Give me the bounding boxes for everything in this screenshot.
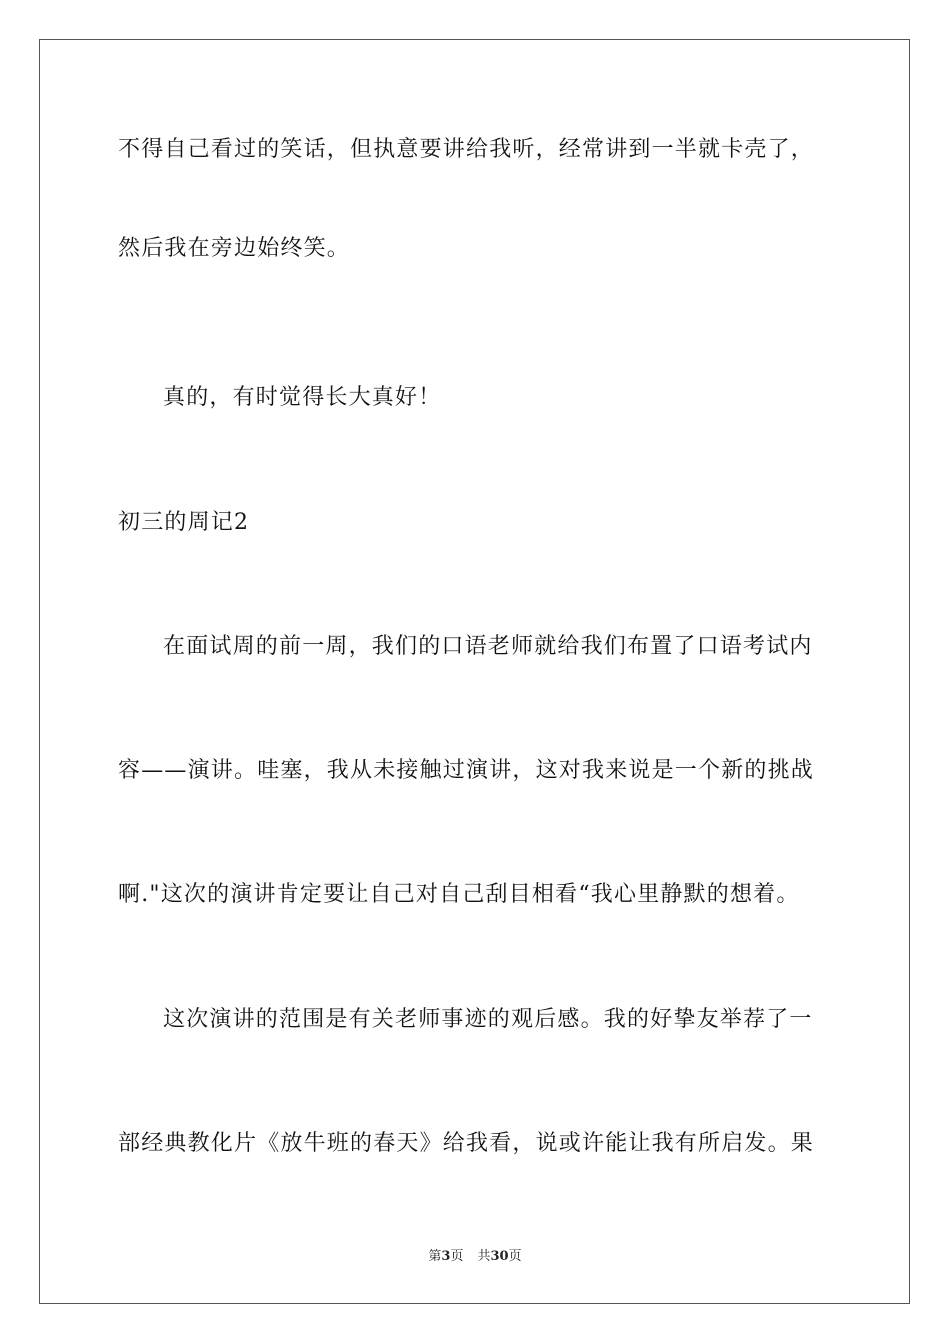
total-pages: 30 [490,1249,509,1264]
total-prefix: 共 [477,1249,491,1264]
page-suffix: 页 [450,1249,464,1264]
page-footer [0,1248,950,1266]
page-frame [39,39,910,1304]
body-line-2: 然后我在旁边始终笑。 [118,236,351,261]
body-line-1: 不得自己看过的笑话，但执意要讲给我听，经常讲到一半就卡壳了， [118,137,815,162]
body-line-5: 在面试周的前一周，我们的口语老师就给我们布置了口语考试内 [163,634,813,659]
body-line-8: 这次演讲的范围是有关老师事迹的观后感。我的好挚友举荐了一 [163,1007,813,1032]
page-prefix: 第 [428,1249,442,1264]
section-heading: 初三的周记2 [118,510,250,535]
body-line-9: 部经典教化片《放牛班的春天》给我看，说或许能让我有所启发。果 [118,1131,815,1156]
body-line-3: 真的，有时觉得长大真好！ [163,385,442,410]
body-line-6: 容——演讲。哇塞，我从未接触过演讲，这对我来说是一个新的挑战 [118,758,815,783]
body-line-7: 啊."这次的演讲肯定要让自己对自己刮目相看“我心里静默的想着。 [118,882,800,907]
page-number: 3 [441,1249,451,1264]
total-suffix: 页 [508,1249,522,1264]
